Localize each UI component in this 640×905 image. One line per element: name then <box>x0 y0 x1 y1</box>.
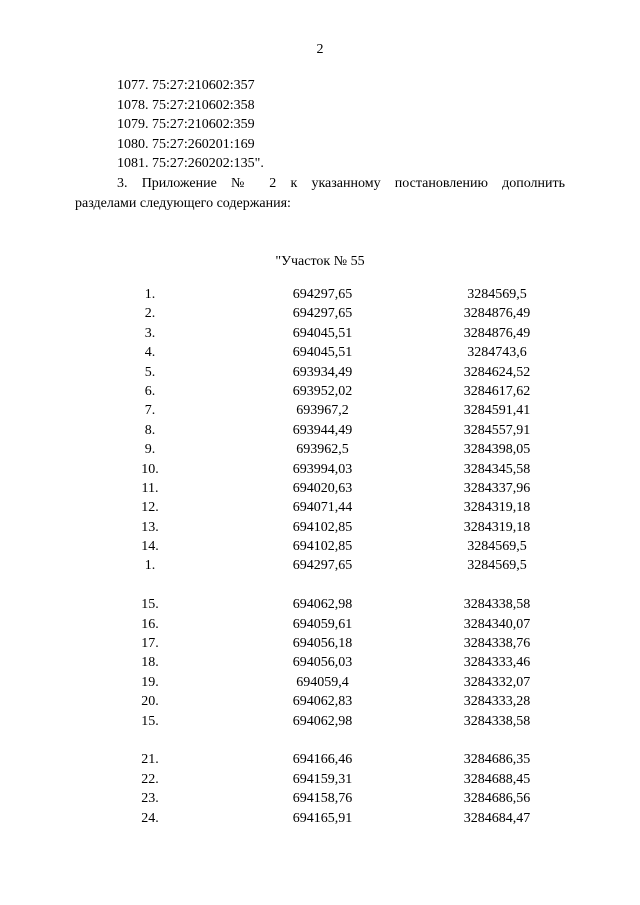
table-row <box>0 789 640 808</box>
x-coordinate: 694056,03 <box>292 655 353 671</box>
point-number: 3. <box>144 325 156 341</box>
table-row <box>0 343 640 362</box>
table-row <box>0 401 640 420</box>
table-row <box>0 595 640 614</box>
list-line: 1080. 75:27:260201:169 <box>117 136 255 152</box>
x-coordinate: 694059,61 <box>292 616 353 632</box>
y-coordinate: 3284684,47 <box>463 810 531 826</box>
point-number: 14. <box>141 539 159 555</box>
x-coordinate: 694159,31 <box>292 771 353 787</box>
y-coordinate: 3284340,07 <box>463 616 531 632</box>
y-coordinate: 3284624,52 <box>463 364 531 380</box>
table-row <box>0 750 640 769</box>
x-coordinate: 694062,83 <box>292 694 353 710</box>
x-coordinate: 694062,98 <box>292 713 353 729</box>
y-coordinate: 3284338,58 <box>463 597 531 613</box>
y-coordinate: 3284569,5 <box>467 558 527 574</box>
y-coordinate: 3284591,41 <box>463 403 531 419</box>
x-coordinate: 694020,63 <box>292 480 353 496</box>
x-coordinate: 694297,65 <box>292 558 353 574</box>
x-coordinate: 693952,02 <box>292 383 353 399</box>
table-row <box>0 421 640 440</box>
y-coordinate: 3284338,58 <box>463 713 531 729</box>
table-row <box>0 479 640 498</box>
point-number: 9. <box>144 442 156 458</box>
table-row <box>0 653 640 672</box>
y-coordinate: 3284333,28 <box>463 694 531 710</box>
list-line: 1079. 75:27:210602:359 <box>117 117 255 133</box>
table-row <box>0 712 640 731</box>
point-number: 4. <box>144 345 156 361</box>
list-line: 1077. 75:27:210602:357 <box>117 78 255 93</box>
x-coordinate: 694056,18 <box>292 636 353 652</box>
x-coordinate: 693967,2 <box>296 403 349 419</box>
table-row <box>0 440 640 459</box>
table-row <box>0 498 640 517</box>
y-coordinate: 3284688,45 <box>463 771 531 787</box>
y-coordinate: 3284686,35 <box>463 752 531 768</box>
y-coordinate: 3284337,96 <box>463 480 531 496</box>
point-number: 5. <box>144 364 156 380</box>
x-coordinate: 694059,4 <box>296 674 349 690</box>
x-coordinate: 694062,98 <box>292 597 353 613</box>
table-row <box>0 556 640 575</box>
point-number: 7. <box>144 403 156 419</box>
table-row <box>0 304 640 323</box>
point-number: 8. <box>144 422 156 438</box>
x-coordinate: 694166,46 <box>292 752 353 768</box>
point-number: 16. <box>141 616 159 632</box>
point-number: 11. <box>141 480 159 496</box>
y-coordinate: 3284332,07 <box>463 674 531 690</box>
point-number: 2. <box>144 306 156 322</box>
x-coordinate: 694071,44 <box>292 500 353 516</box>
table-row <box>0 382 640 401</box>
point-number: 17. <box>141 636 159 652</box>
point-number: 15. <box>141 713 159 729</box>
amendment-paragraph <box>75 174 565 214</box>
x-coordinate: 694297,65 <box>292 287 353 302</box>
point-number: 6. <box>144 383 156 399</box>
table-row <box>0 460 640 479</box>
x-coordinate: 694297,65 <box>292 306 353 322</box>
x-coordinate: 693962,5 <box>296 442 349 458</box>
table-row <box>0 518 640 537</box>
y-coordinate: 3284876,49 <box>463 325 531 341</box>
table-row <box>0 324 640 343</box>
x-coordinate: 693994,03 <box>292 461 353 477</box>
y-coordinate: 3284398,05 <box>463 442 531 458</box>
point-number: 23. <box>141 791 159 807</box>
y-coordinate: 3284557,91 <box>463 422 531 438</box>
point-number: 24. <box>141 810 159 826</box>
list-line: 1078. 75:27:210602:358 <box>117 97 255 113</box>
table-row <box>0 285 640 304</box>
point-number: 18. <box>141 655 159 671</box>
point-number: 1. <box>144 287 156 302</box>
x-coordinate: 693934,49 <box>292 364 353 380</box>
y-coordinate: 3284617,62 <box>463 383 531 399</box>
x-coordinate: 693944,49 <box>292 422 353 438</box>
point-number: 22. <box>141 771 159 787</box>
y-coordinate: 3284686,56 <box>463 791 531 807</box>
table-row <box>0 809 640 828</box>
table-row <box>0 673 640 692</box>
point-number: 12. <box>141 500 159 516</box>
table-row <box>0 770 640 789</box>
point-number: 19. <box>141 674 159 690</box>
cadastral-number-list <box>117 76 264 174</box>
group-separator <box>0 731 640 750</box>
table-row <box>0 537 640 556</box>
y-coordinate: 3284569,5 <box>467 287 527 302</box>
x-coordinate: 694102,85 <box>292 519 353 535</box>
x-coordinate: 694158,76 <box>292 791 353 807</box>
x-coordinate: 694165,91 <box>292 810 353 826</box>
y-coordinate: 3284319,18 <box>463 519 531 535</box>
point-number: 21. <box>141 752 159 768</box>
paragraph-line: разделами следующего содержания: <box>75 196 291 211</box>
y-coordinate: 3284876,49 <box>463 306 531 322</box>
y-coordinate: 3284743,6 <box>467 345 527 361</box>
point-number: 15. <box>141 597 159 613</box>
point-number: 13. <box>141 519 159 535</box>
table-row <box>0 615 640 634</box>
y-coordinate: 3284345,58 <box>463 461 531 477</box>
x-coordinate: 694045,51 <box>292 325 353 341</box>
x-coordinate: 694102,85 <box>292 539 353 555</box>
table-row <box>0 363 640 382</box>
point-number: 10. <box>141 461 159 477</box>
paragraph-line: 3. Приложение № 2 к указанному постановлению дополнить <box>117 176 565 191</box>
list-line: 1081. 75:27:260202:135". <box>117 156 264 172</box>
y-coordinate: 3284333,46 <box>463 655 531 671</box>
y-coordinate: 3284319,18 <box>463 500 531 516</box>
y-coordinate: 3284338,76 <box>463 636 531 652</box>
table-row <box>0 634 640 653</box>
page-number: 2 <box>316 42 324 57</box>
table-row <box>0 692 640 711</box>
group-separator <box>0 576 640 595</box>
y-coordinate: 3284569,5 <box>467 539 527 555</box>
point-number: 20. <box>141 694 159 710</box>
x-coordinate: 694045,51 <box>292 345 353 361</box>
section-title: "Участок № 55 <box>275 254 365 269</box>
point-number: 1. <box>144 558 156 574</box>
coordinates-table <box>0 285 640 828</box>
